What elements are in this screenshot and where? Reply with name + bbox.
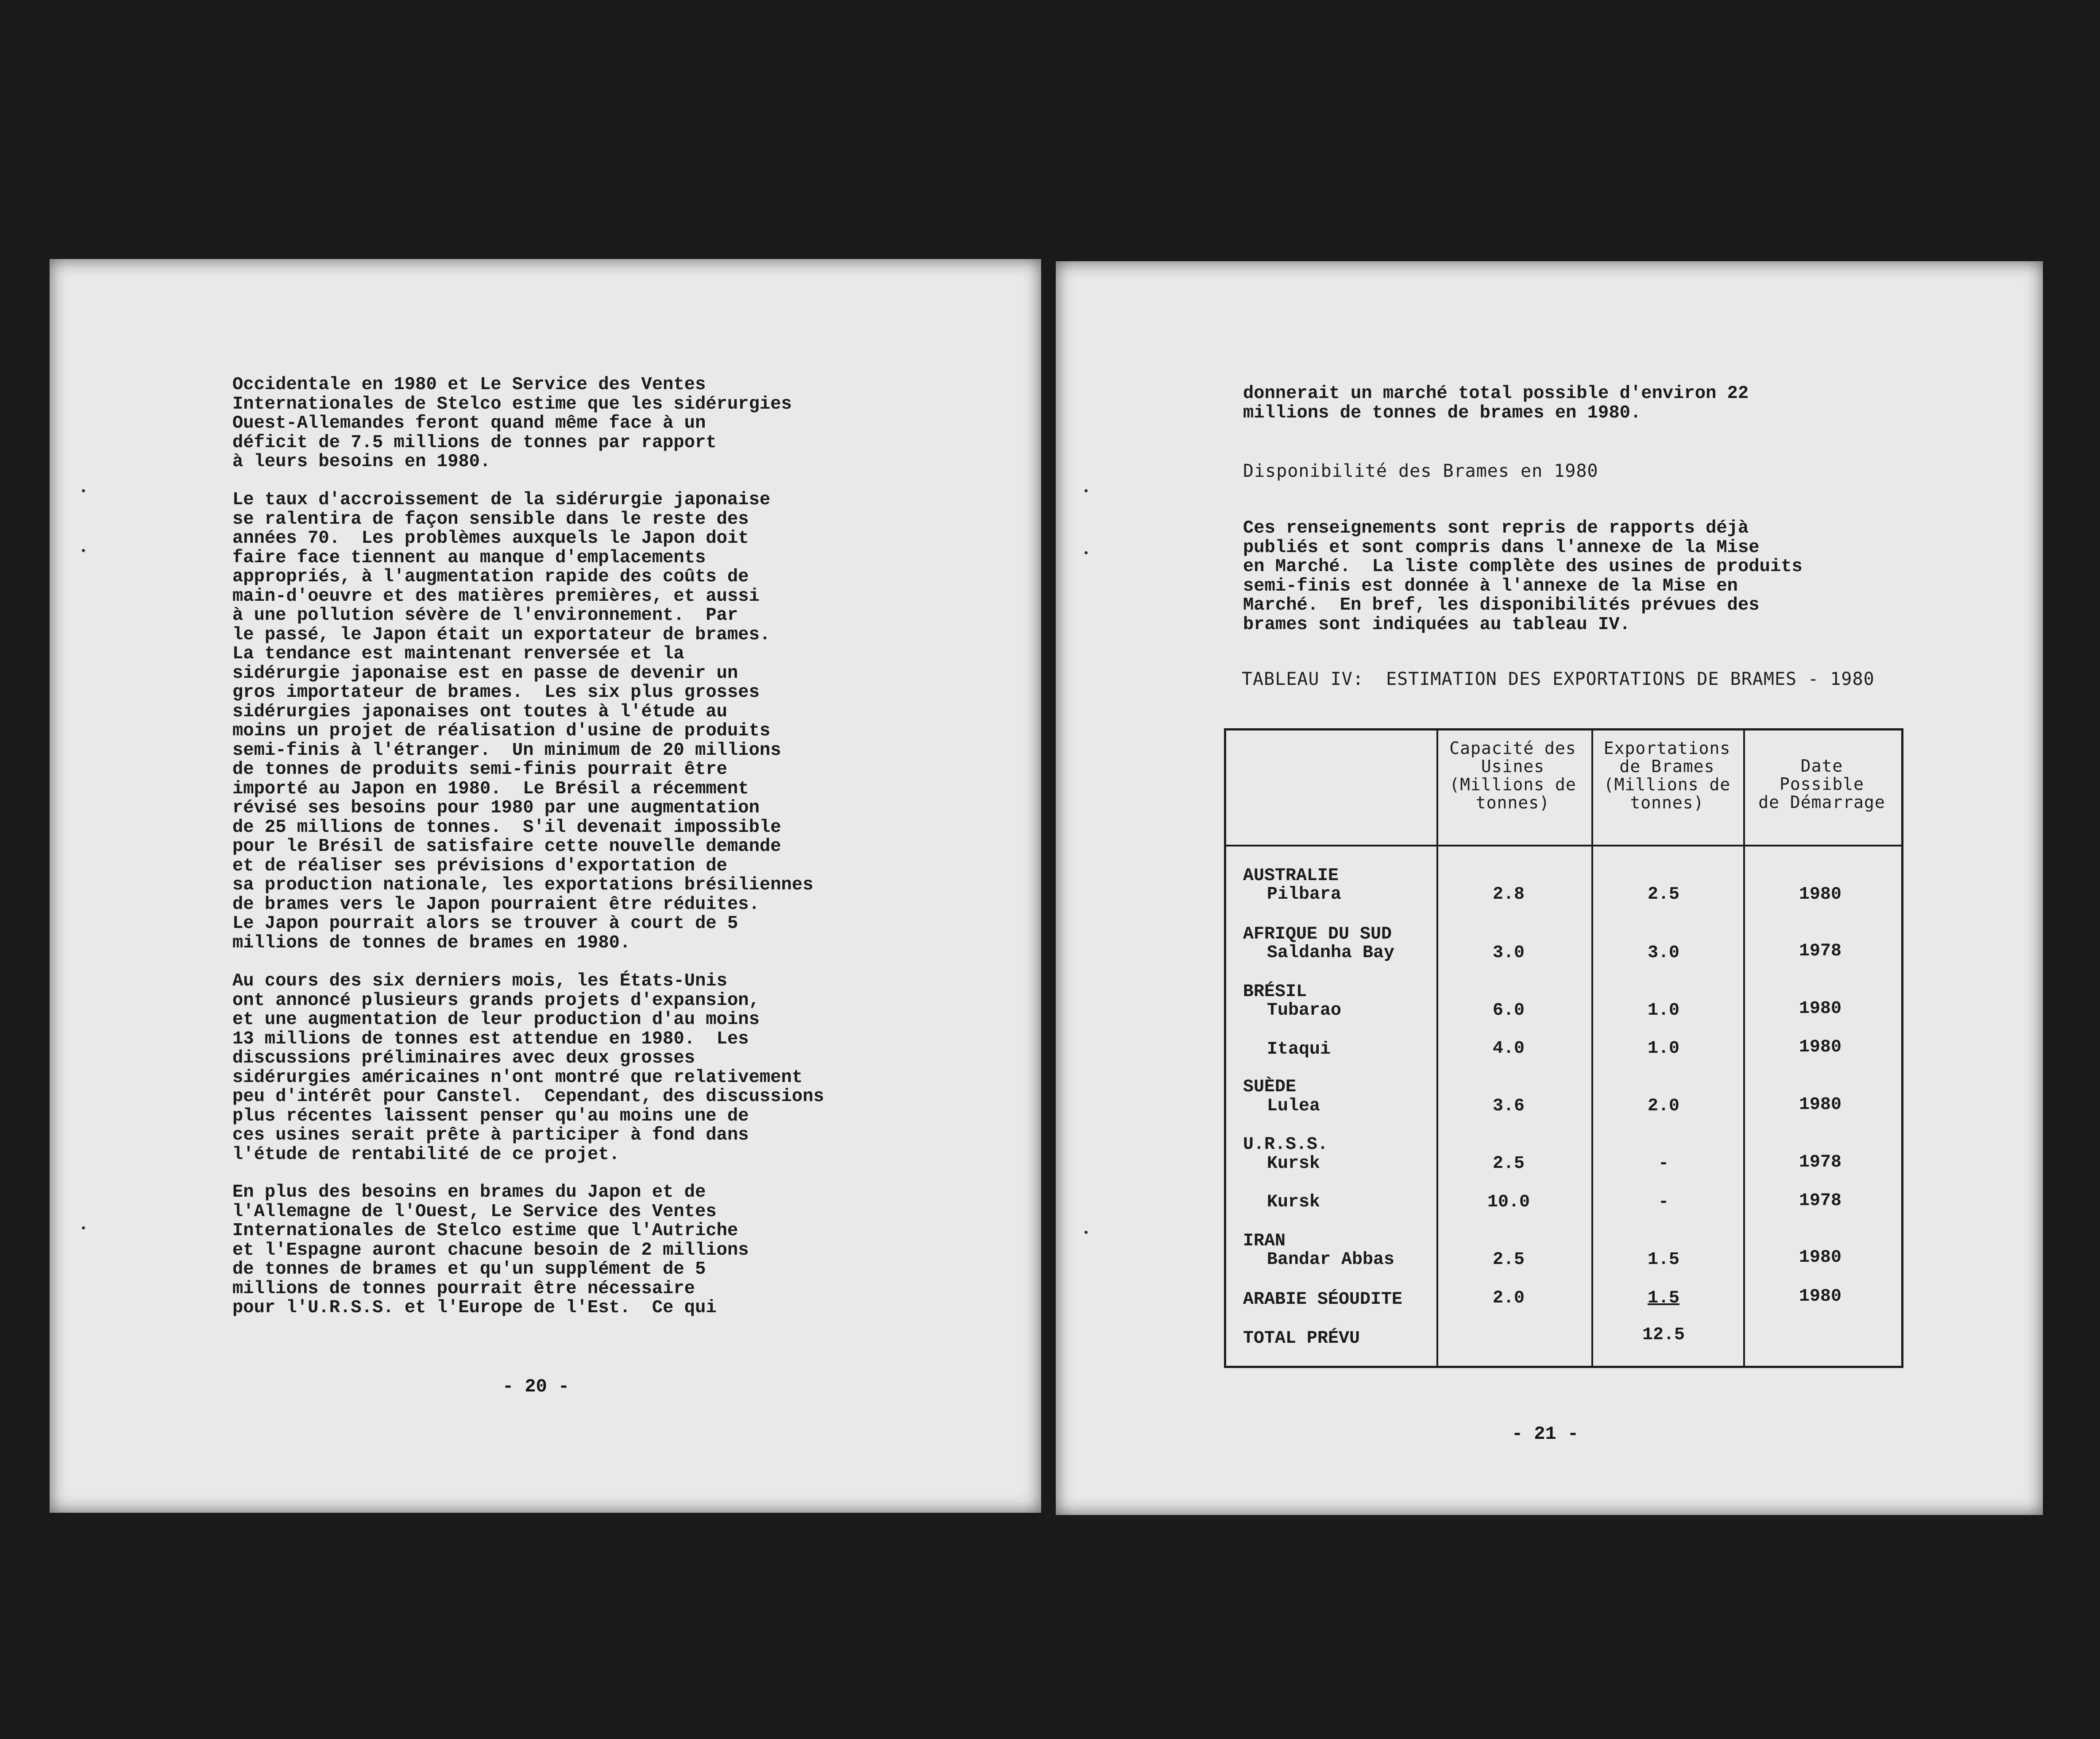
margin-mark [82,489,85,492]
date-value: 1980 [1799,1287,1841,1306]
exports-value: 2.5 [1647,885,1679,904]
left-paragraph-2: Le taux d'accroissement de la sidérurgie japonaise se ralentira de façon sensible dans le reste des années 70. Les problèmes auxquels le Japon doit faire face tiennent au manque d'emplacements appropriés, à l'augmentation rapide des coûts de main-d'oeuvre et des matières premières, et aussi à une pollution sévère de l'environnement. Par le passé, le Japon était un exportateur de brames. La tendance est maintenant renversée et la sidérurgie japonaise est en passe de devenir un gros importateur de brames. Les six plus grosses sidérurgies japonaises ont toutes à l'étude au moins un projet de réalisation d'usine de produits semi-finis à l'étranger. Un minimum de 20 millions de tonnes de produits semi-finis pourrait être importé au Japon en 1980. Le Brésil a récemment révisé ses besoins pour 1980 par une augmentation de 25 millions de tonnes. S'il devenait impossible pour le Brésil de satisfaire cette nouvelle demande et de réaliser ses prévisions d'exportation de sa production nationale, les exportations brésiliennes de brames vers le Japon pourraient être réduites. Le Japon pourrait alors se trouver à court de 5 millions de tonnes de brames en 1980. [232,490,814,953]
exports-value: 1.0 [1647,1001,1679,1020]
capacity-value: 10.0 [1487,1192,1530,1212]
header-capacity: Capacité des Usines (Millions de tonnes) [1449,738,1576,812]
left-paragraph-3: Au cours des six derniers mois, les États-Unis ont annoncé plusieurs grands projets d'expansion, et une augmentation de leur production d'au moins 13 millions de tonnes est attendue en 1980. Les discussions préliminaires avec deux grosses sidérurgies américaines n'ont montré que relativement peu d'intérêt pour Canstel. Cependant, des discussions plus récentes laissent penser qu'au moins une de ces usines serait prête à participer à fond dans l'étude de rentabilité de ce projet. [232,971,824,1165]
section-heading: Disponibilité des Brames en 1980 [1243,461,1598,481]
left-paragraph-4: En plus des besoins en brames du Japon et de l'Allemagne de l'Ouest, Le Service des Ventes Internationales de Stelco estime que l'Autriche et l'Espagne auront chacune besoin de 2 millions de tonnes de brames et qu'un supplément de 5 millions de tonnes pourrait être nécessaire pour l'U.R.S.S. et l'Europe de l'Est. Ce qui [232,1182,749,1318]
total-label: TOTAL PRÉVU [1243,1329,1360,1349]
site-name: Itaqui [1267,1040,1331,1059]
table-divider [1743,730,1745,1366]
table-title: TABLEAU IV: ESTIMATION DES EXPORTATIONS DE BRAMES - 1980 [1242,669,1875,689]
country-name: IRAN [1243,1231,1286,1251]
site-name: Lulea [1267,1096,1320,1116]
date-value: 1978 [1799,1191,1841,1211]
site-name: Bandar Abbas [1267,1250,1395,1270]
margin-mark [82,1226,85,1229]
exports-value: - [1658,1154,1669,1174]
date-value: 1978 [1799,941,1841,961]
date-value: 1980 [1799,1248,1841,1268]
exports-value: 1.5 [1647,1250,1679,1270]
total-exports-value: 12.5 [1642,1325,1685,1345]
exports-value: 1.0 [1647,1039,1679,1059]
country-name: AFRIQUE DU SUD [1243,924,1392,944]
right-intro: donnerait un marché total possible d'environ 22 millions de tonnes de brames en 1980. [1243,383,1749,423]
header-exports: Exportations de Brames (Millions de tonnes) [1603,738,1731,812]
table-header-rule [1226,845,1901,846]
exports-value: 1.5 [1647,1288,1679,1308]
margin-mark [1085,1231,1088,1234]
capacity-value: 2.5 [1492,1154,1525,1174]
exports-value: 2.0 [1647,1096,1679,1116]
date-value: 1980 [1799,885,1841,904]
right-paragraph: Ces renseignements sont repris de rapports déjà publiés et sont compris dans l'annexe de la Mise en Marché. La liste complète des usines de produits semi-finis est donnée à l'annexe de la Mise en Marché. En bref, les disponibilités prévues des brames sont indiquées au tableau IV. [1243,518,1803,635]
country-name: ARABIE SÉOUDITE [1243,1290,1403,1310]
right-page-number: - 21 - [1512,1423,1579,1445]
exports-value: - [1658,1192,1669,1212]
left-page-number: - 20 - [502,1376,570,1397]
capacity-value: 2.8 [1492,885,1525,904]
capacity-value: 6.0 [1492,1001,1525,1020]
header-start-date: Date Possible de Démarrage [1758,756,1885,812]
capacity-value: 2.0 [1492,1288,1525,1308]
date-value: 1980 [1799,1037,1841,1057]
country-name: AUSTRALIE [1243,866,1339,886]
country-name: BRÉSIL [1243,982,1307,1002]
date-value: 1978 [1799,1152,1841,1172]
date-value: 1980 [1799,999,1841,1019]
capacity-value: 4.0 [1492,1039,1525,1059]
margin-mark [1085,489,1088,492]
country-name: SUÈDE [1243,1077,1297,1097]
country-name: U.R.S.S. [1243,1135,1328,1155]
table-divider [1436,730,1438,1366]
left-paragraph-1: Occidentale en 1980 et Le Service des Ventes Internationales de Stelco estime que les sidérurgies Ouest-Allemandes feront quand même face à un déficit de 7.5 millions de tonnes par rapport à leurs besoins en 1980. [232,375,792,472]
site-name: Saldanha Bay [1267,943,1395,963]
site-name: Kursk [1267,1154,1320,1174]
site-name: Tubarao [1267,1001,1342,1020]
table-divider [1591,730,1593,1366]
date-value: 1980 [1799,1095,1841,1115]
site-name: Pilbara [1267,885,1342,904]
exports-value: 3.0 [1647,943,1679,963]
capacity-value: 3.0 [1492,943,1525,963]
site-name: Kursk [1267,1192,1320,1212]
margin-mark [1085,551,1088,554]
capacity-value: 2.5 [1492,1250,1525,1270]
margin-mark [82,549,85,552]
capacity-value: 3.6 [1492,1096,1525,1116]
